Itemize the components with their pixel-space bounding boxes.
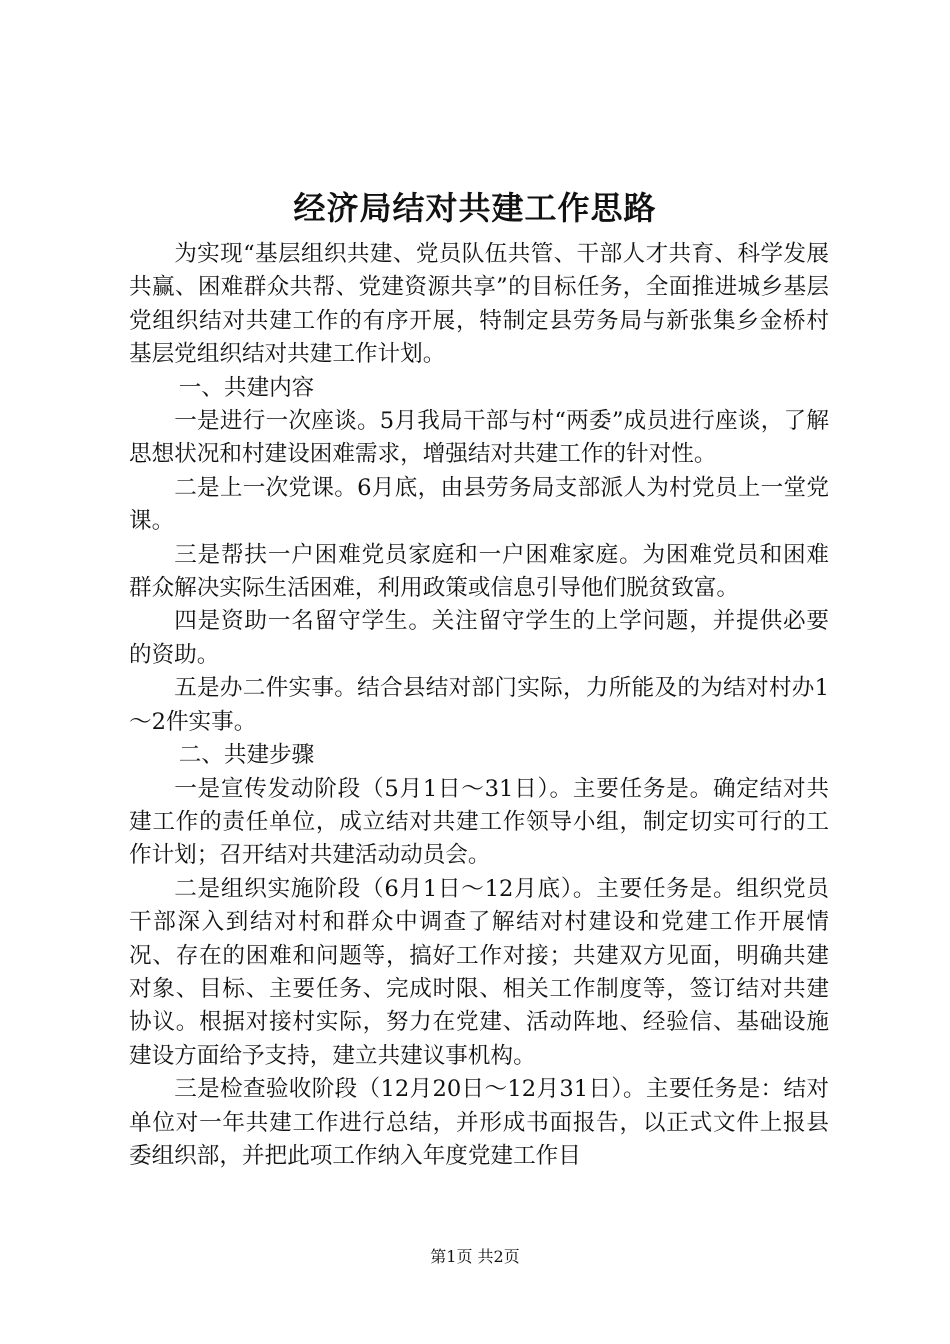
paragraph-item: 一是进行一次座谈。5月我局干部与村“两委”成员进行座谈，了解思想状况和村建设困难需求，增强结对共建工作的针对性。 xyxy=(129,408,829,468)
paragraph-item: 五是办二件实事。结合县结对部门实际，力所能及的为结对村办1～2件实事。 xyxy=(129,675,829,735)
paragraph-item: 四是资助一名留守学生。关注留守学生的上学问题，并提供必要的资助。 xyxy=(129,608,829,668)
paragraph-item: 二是上一次党课。6月底，由县劳务局支部派人为村党员上一堂党课。 xyxy=(129,474,829,535)
paragraph-intro: 为实现“基层组织共建、党员队伍共管、干部人才共育、科学发展共赢、困难群众共帮、党建资源共享”的目标任务，全面推进城乡基层党组织结对共建工作的有序开展，特制定县劳务局与新张集乡金桥村基层党组织结对共建工作计划。 xyxy=(129,241,829,368)
section-heading-content: 一、共建内容 xyxy=(178,374,315,401)
paragraph-item: 三是帮扶一户困难党员家庭和一户困难家庭。为困难党员和困难群众解决实际生活困难，利用政策或信息引导他们脱贫致富。 xyxy=(129,541,829,602)
paragraph-step: 二是组织实施阶段（6月1日～12月底）。主要任务是。组织党员干部深入到结对村和群众中调查了解结对村建设和党建工作开展情况、存在的困难和问题等，搞好工作对接；共建双方见面，明确共建对象、目标、主要任务、完成时限、相关工作制度等，签订结对共建协议。根据对接村实际，努力在党建、活动阵地、经验信、基础设施建设方面给予支持，建立共建议事机构。 xyxy=(129,875,829,1069)
document-title: 经济局结对共建工作思路 xyxy=(293,189,657,227)
section-heading-steps: 二、共建步骤 xyxy=(178,742,315,769)
document-body xyxy=(129,238,829,1173)
paragraph-step: 三是检查验收阶段（12月20日～12月31日）。主要任务是：结对单位对一年共建工作进行总结，并形成书面报告，以正式文件上报县委组织部，并把此项工作纳入年度党建工作目 xyxy=(129,1076,829,1169)
paragraph-step: 一是宣传发动阶段（5月1日～31日）。主要任务是。确定结对共建工作的责任单位，成立结对共建工作领导小组，制定切实可行的工作计划；召开结对共建活动动员会。 xyxy=(129,775,829,869)
page-footer: 第1页 共2页 xyxy=(430,1247,520,1266)
